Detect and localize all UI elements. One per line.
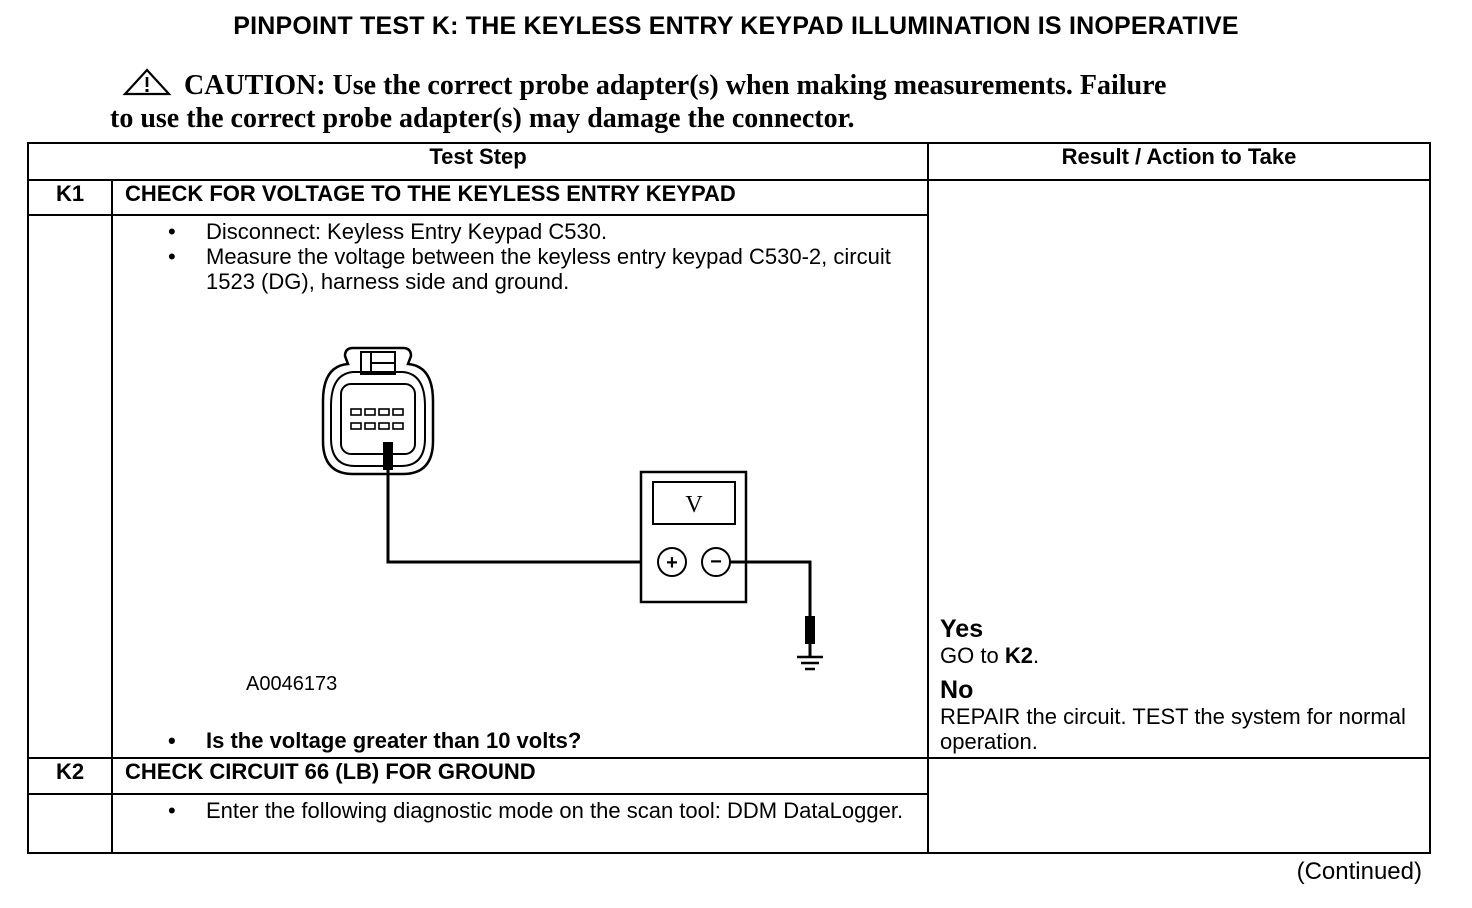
step-body-k1 xyxy=(112,215,928,758)
result-yes-text: GO to K2. xyxy=(940,643,1040,668)
list-item: • Measure the voltage between the keyless entry keypad C530-2, circuit 1523 (DG), harness side and ground. xyxy=(206,244,927,294)
step-body-k2 xyxy=(112,794,928,853)
result-yes-label: Yes xyxy=(940,615,984,643)
list-item: • Is the voltage greater than 10 volts? xyxy=(206,728,581,753)
pinpoint-test-table xyxy=(27,142,1431,854)
meter-display-label: V xyxy=(685,492,703,518)
step-id-k2: K2 xyxy=(28,758,112,794)
step-question-k1 xyxy=(206,725,581,753)
step-id-spacer-k2 xyxy=(28,794,112,853)
connector-c530-icon xyxy=(323,348,433,474)
header-test-step: Test Step xyxy=(28,143,928,180)
list-item: • Enter the following diagnostic mode on the scan tool: DDM DataLogger. xyxy=(206,798,927,823)
continued-label: (Continued) xyxy=(1296,858,1422,885)
wire-positive xyxy=(388,468,657,562)
caution-notice xyxy=(110,68,1310,134)
ground-probe-icon xyxy=(805,616,815,644)
step-bullets-k1 xyxy=(113,216,927,294)
step-bullets-k2 xyxy=(113,795,927,823)
caution-line-2: to use the correct probe adapter(s) may damage the connector. xyxy=(110,103,855,134)
step-title-k1: CHECK FOR VOLTAGE TO THE KEYLESS ENTRY KEYPAD xyxy=(112,180,928,215)
result-block-k1 xyxy=(940,615,1429,754)
ground-symbol-icon xyxy=(797,657,823,669)
page-title: PINPOINT TEST K: THE KEYLESS ENTRY KEYPAD ILLUMINATION IS INOPERATIVE xyxy=(233,12,1239,40)
step-id-spacer-k1 xyxy=(28,215,112,758)
caution-line-1: CAUTION: Use the correct probe adapter(s) when making measurements. Failure xyxy=(184,70,1167,101)
result-no-label: No xyxy=(940,676,974,704)
voltmeter-connector-diagram xyxy=(113,306,1010,726)
meter-minus-terminal: − xyxy=(710,551,722,573)
step-title-k2: CHECK CIRCUIT 66 (LB) FOR GROUND xyxy=(112,758,928,794)
header-result-action: Result / Action to Take xyxy=(928,143,1430,180)
step-id-k1: K1 xyxy=(28,180,112,215)
meter-plus-terminal: + xyxy=(666,552,678,574)
list-item: • Disconnect: Keyless Entry Keypad C530. xyxy=(206,219,927,244)
result-yes-target: K2 xyxy=(1004,643,1033,668)
warning-triangle-icon xyxy=(122,68,172,103)
result-no-text: REPAIR the circuit. TEST the system for normal operation. xyxy=(940,704,1406,754)
voltmeter-icon xyxy=(641,472,746,602)
result-cell-k2 xyxy=(928,758,1430,853)
probe-tip-icon xyxy=(383,442,393,470)
figure-id: A0046173 xyxy=(246,673,338,695)
